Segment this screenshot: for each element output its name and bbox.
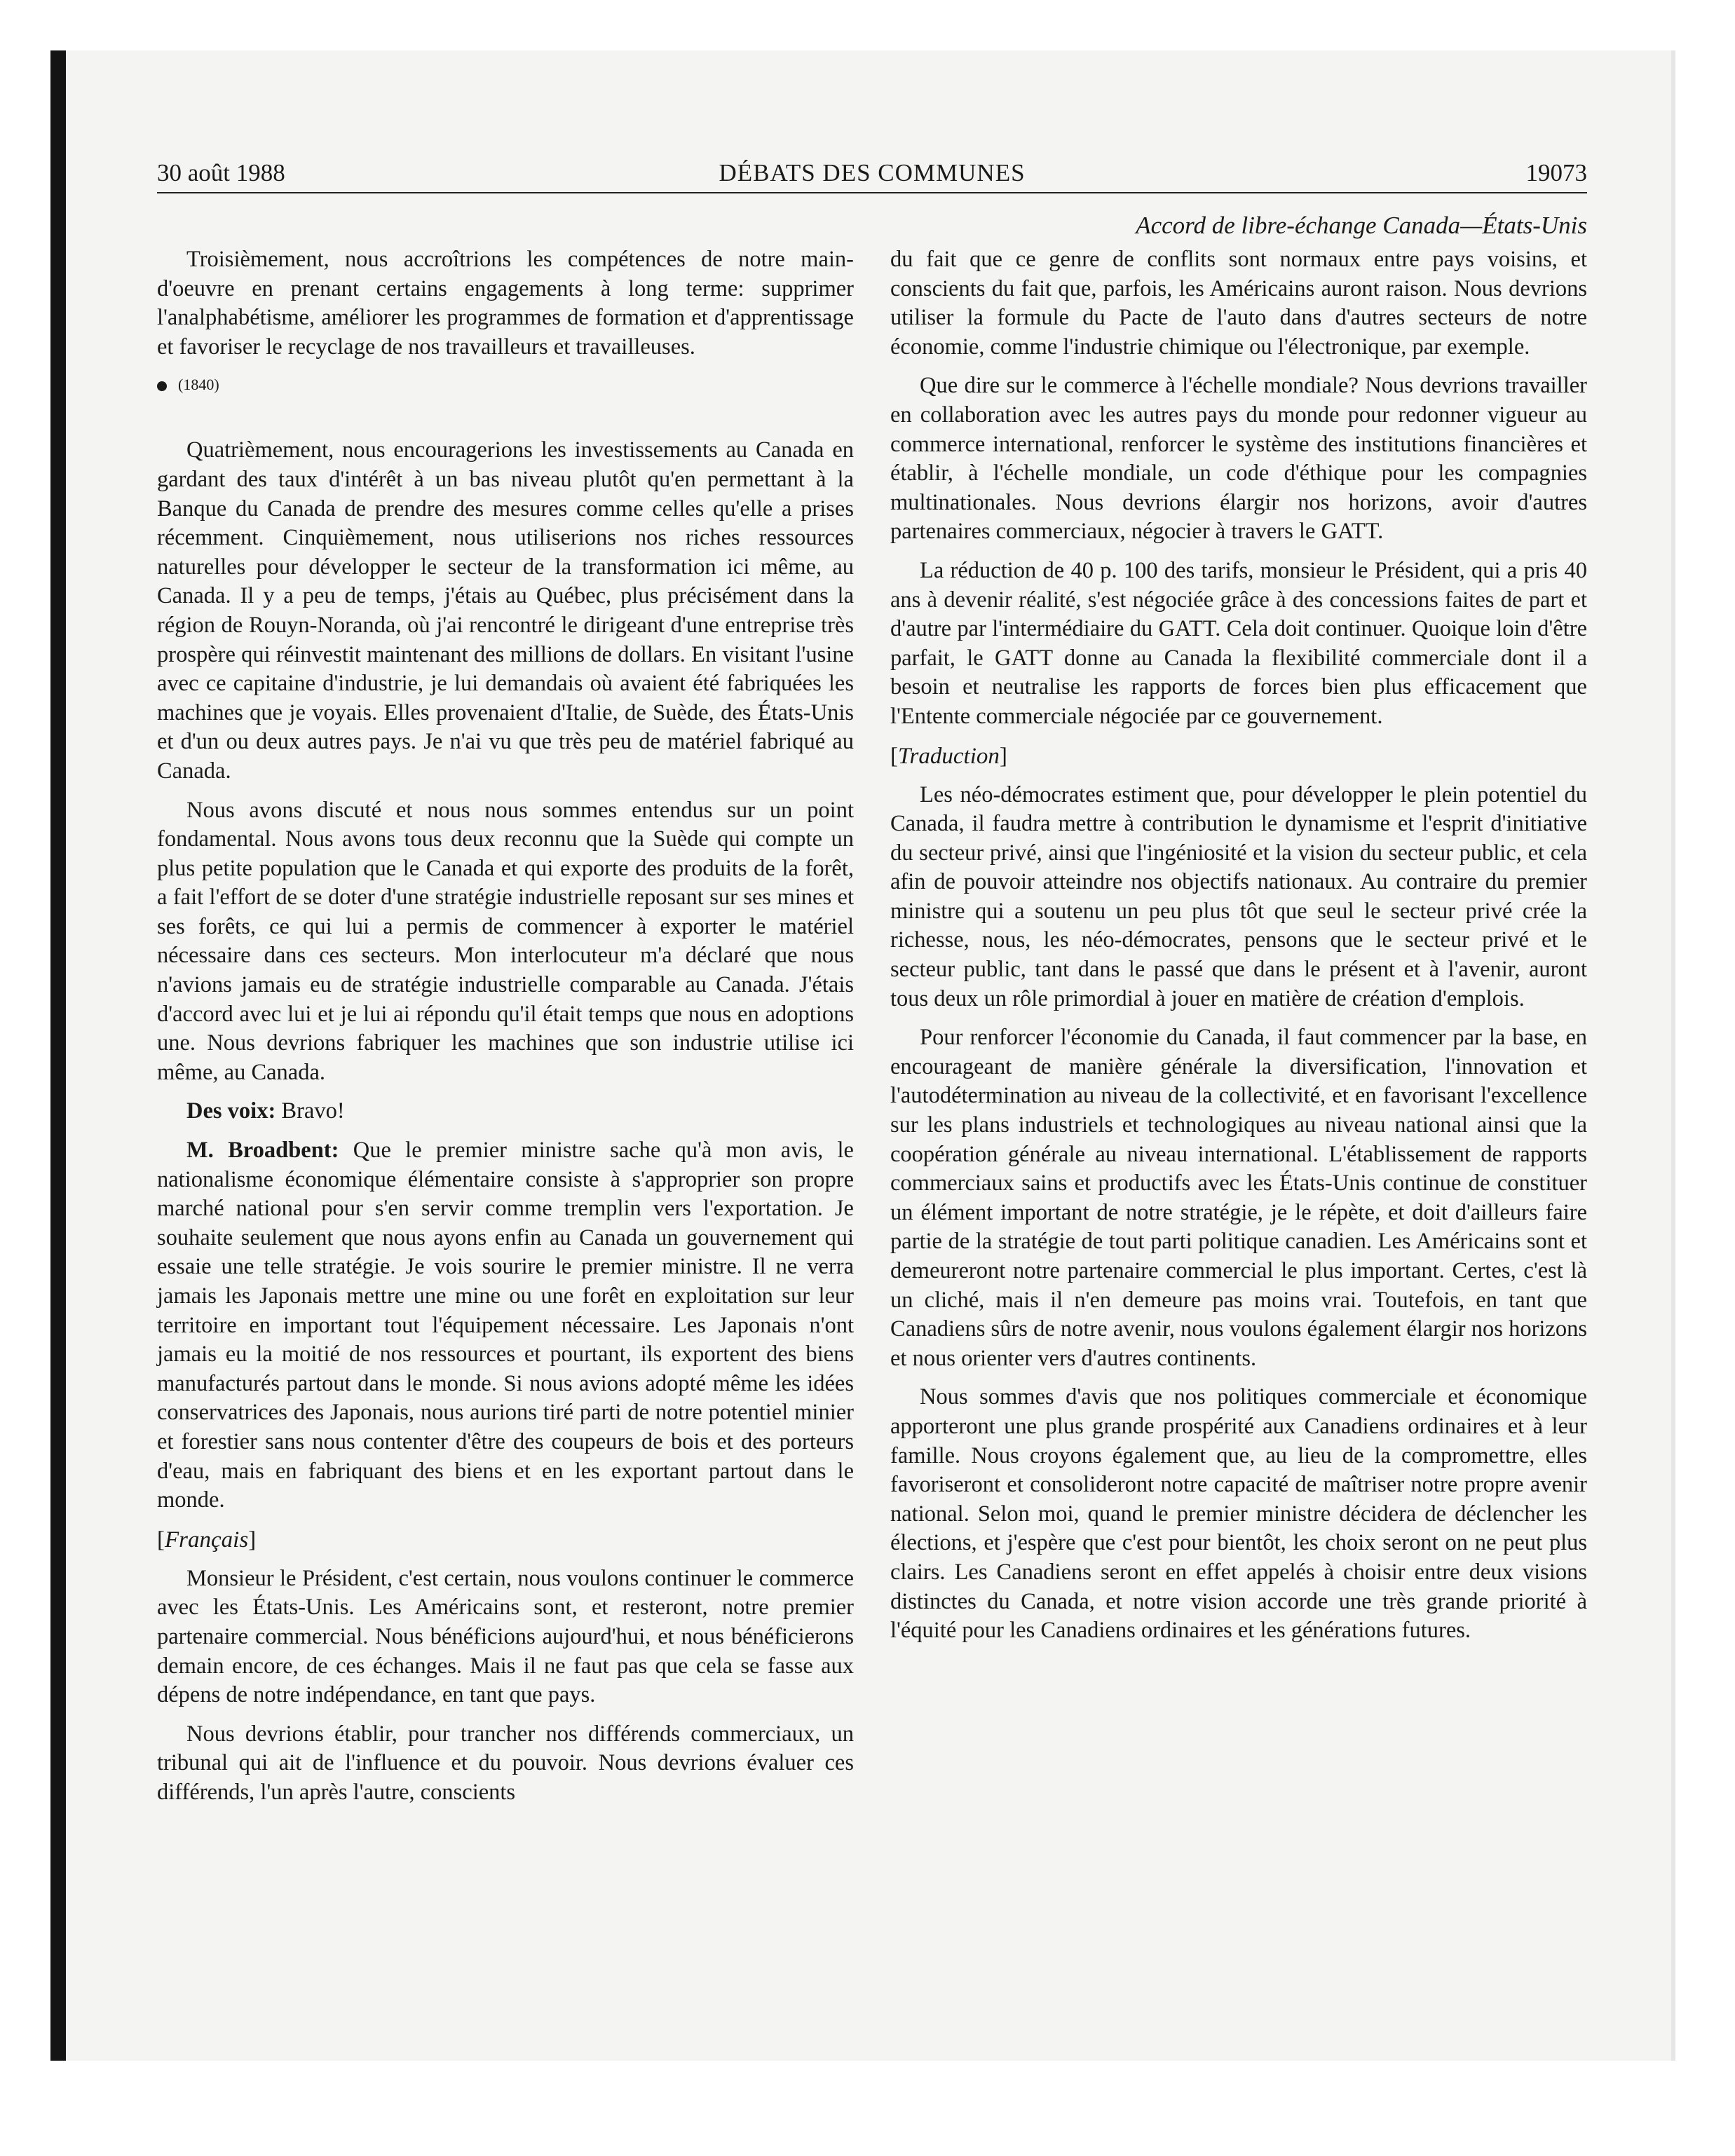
speaker-name: Des voix: [186, 1098, 276, 1124]
paragraph: Nous avons discuté et nous nous sommes entendus sur un point fondamental. Nous avons tous deux reconnu que la Suède qui compte un plus petite population que le Canada et qui exporte des produits de la forêt, a fait l'effort de se doter d'une stratégie industrielle reposant sur ses mines et ses forêts, ce qui lui a permis de commencer à exporter le matériel nécessaire dans ces secteurs. Mon interlocuteur m'a déclaré que nous n'avions jamais eu de stratégie industrielle comparable au Canada. J'étais d'accord avec lui et je lui ai répondu qu'il était temps que nous en adoptions une. Nous devrions fabriquer les machines que son industrie utilise ici même, au Canada. [157, 797, 854, 1085]
running-head [157, 156, 1587, 198]
paragraph: Que dire sur le commerce à l'échelle mondiale? Nous devrions travailler en collaboration avec les autres pays du monde pour redonner vigueur au commerce international, renforcer le système des institutions financières et établir, à l'échelle mondiale, un code d'éthique pour les compagnies multinationales. Nous devrions élargir nos horizons, avoir d'autres partenaires commerciaux, négocier à travers le GATT. [890, 373, 1587, 545]
right-column [890, 245, 1587, 1656]
scan-border-right [1671, 50, 1675, 2061]
speaker-paragraph [157, 1097, 854, 1126]
language-tag: [Français] [157, 1527, 257, 1553]
header-title: DÉBATS DES COMMUNES [719, 159, 1026, 186]
language-tag-text: Traduction [898, 743, 1000, 769]
speaker-paragraph [157, 1136, 854, 1515]
paragraph: Monsieur le Président, c'est certain, nous voulons continuer le commerce avec les États-Unis. Les Américains sont, et resteront, notre premier partenaire commercial. Nous bénéficions aujourd'hui, et nous bénéficierons demain encore, de ces échanges. Mais il ne faut pas que cela se fasse aux dépens de notre indépendance, en tant que pays. [157, 1565, 854, 1708]
header-page-number: 19073 [1525, 159, 1587, 186]
paragraph: Quatrièmement, nous encouragerions les investissements au Canada en gardant des taux d'intérêt à un bas niveau plutôt qu'en permettant à la Banque du Canada de prendre des mesures comme celles qu'elle a prises récemment. Cinquièmement, nous utiliserions nos riches ressources naturelles pour développer le secteur de la transformation ici même, au Canada. Il y a peu de temps, j'étais au Québec, plus précisément dans la région de Rouyn-Noranda, où j'ai rencontré le dirigeant d'une entreprise très prospère qui réinvestit maintenant des millions de dollars. En visitant l'usine avec ce capitaine d'industrie, je lui demandais où avaient été fabriquées les machines que je voyais. Elles provenaient d'Italie, de Suède, des États-Unis et d'un ou deux autres pays. Je n'ai vu que très peu de matériel fabriqué au Canada. [157, 437, 854, 784]
subject-heading: Accord de libre-échange Canada—États-Unis [1136, 212, 1587, 239]
speaker-text: Que le premier ministre sache qu'à mon avis, le nationalisme économique élémentaire consiste à s'approprier son propre marché national pour s'en servir comme tremplin vers l'exportation. Je souhaite seulement que nous ayons enfin au Canada un gouvernement qui essaie une telle stratégie. Je vois sourire le premier ministre. Il ne verra jamais les Japonais mettre une mine ou une forêt en exploitation sur leur territoire en important tout l'équipement nécessaire. Les Japonais n'ont jamais eu la moitié de nos ressources et pourtant, ils exportent des biens manufacturés partout dans le monde. Si nous avions adopté même les idées conservatrices des Japonais, nous aurions tiré parti de notre potentiel minier et forestier sans nous contenter d'être des coupeurs de bois et des porteurs d'eau, mais en fabriquant des biens et en les exportant partout dans le monde. [157, 1138, 854, 1513]
paragraph-continuation: du fait que ce genre de conflits sont normaux entre pays voisins, et conscients du fait que, parfois, les Américains auront raison. Nous devrions utiliser la formule du Pacte de l'auto dans d'autres secteurs de notre économie, comme l'industrie chimique ou l'électronique, par exemple. [890, 247, 1587, 360]
language-tag: [Traduction] [890, 743, 1007, 769]
speaker-text: Bravo! [275, 1098, 345, 1124]
paragraph: Troisièmement, nous accroîtrions les compétences de notre main-d'oeuvre en prenant certains engagements à long terme: supprimer l'analphabétisme, améliorer les programmes de formation et d'apprentissage et favoriser le recyclage de nos travailleurs et travailleuses. [157, 247, 854, 360]
speaker-name: M. Broadbent: [186, 1138, 339, 1164]
bullet-dot-icon [157, 381, 167, 391]
paragraph: Nous devrions établir, pour trancher nos différends commerciaux, un tribunal qui ait de l'influence et du pouvoir. Nous devrions évaluer ces différends, l'un après l'autre, conscients [157, 1721, 854, 1805]
time-marker [157, 374, 854, 395]
paragraph: Nous sommes d'avis que nos politiques commerciale et économique apporteront une plus grande prospérité aux Canadiens ordinaires et à leur famille. Nous croyons également que, au lieu de la compromettre, elles favoriseront et consolideront notre capacité de maîtriser notre propre avenir national. Selon moi, quand le premier ministre décidera de déclencher les élections, et j'espère que c'est pour bientôt, les choix seront on ne peut plus clairs. Les Canadiens seront en effet appelés à choisir entre deux visions distinctes du Canada, et notre vision accorde une très grande priorité à l'équité pour les Canadiens ordinaires et les générations futures. [890, 1384, 1587, 1644]
paragraph: Les néo-démocrates estiment que, pour développer le plein potentiel du Canada, il faudra mettre à contribution le dynamisme et l'esprit d'initiative du secteur privé, ainsi que l'ingéniosité et la vision du secteur public, et cela afin de pouvoir atteindre nos objectifs nationaux. Au contraire du premier ministre qui a soutenu un peu plus tôt que seul le secteur privé crée la richesse, nous, les néo-démocrates, pensons que le secteur privé et le secteur public, tant dans le passé que dans le présent et à l'avenir, auront tous deux un rôle primordial à jouer en matière de création d'emplois. [890, 782, 1587, 1011]
header-rule [157, 192, 1587, 193]
left-column [157, 245, 854, 1817]
language-tag-text: Français [165, 1527, 249, 1553]
time-marker-text: (1840) [178, 376, 219, 394]
header-date: 30 août 1988 [157, 159, 285, 186]
scan-border-left [50, 50, 66, 2061]
paragraph: La réduction de 40 p. 100 des tarifs, monsieur le Président, qui a pris 40 ans à devenir réalité, s'est négociée grâce à des concessions faites de part et d'autre par l'intermédiaire du GATT. Cela doit continuer. Quoique loin d'être parfait, le GATT donne au Canada la flexibilité commerciale dont il a besoin et neutralise les rapports de forces bien plus efficacement que l'Entente commerciale négociée par ce gouvernement. [890, 557, 1587, 729]
paragraph: Pour renforcer l'économie du Canada, il faut commencer par la base, en encourageant de manière générale la diversification, l'innovation et l'autodétermination au niveau de la collectivité, et en favorisant l'excellence sur les plans industriels et technologiques au niveau national ainsi que la coopération générale au niveau international. L'établissement de rapports commerciaux sains et productifs avec les États-Unis continue de constituer un élément important de notre stratégie, je le répète, et doit d'ailleurs faire partie de la stratégie de tout parti politique canadien. Les Américains sont et demeureront notre partenaire commercial le plus important. Certes, c'est là un cliché, mais il n'en demeure pas moins vrai. Toutefois, en tant que Canadiens sûrs de notre avenir, nous voulons également élargir nos horizons et nous orienter vers d'autres continents. [890, 1025, 1587, 1371]
